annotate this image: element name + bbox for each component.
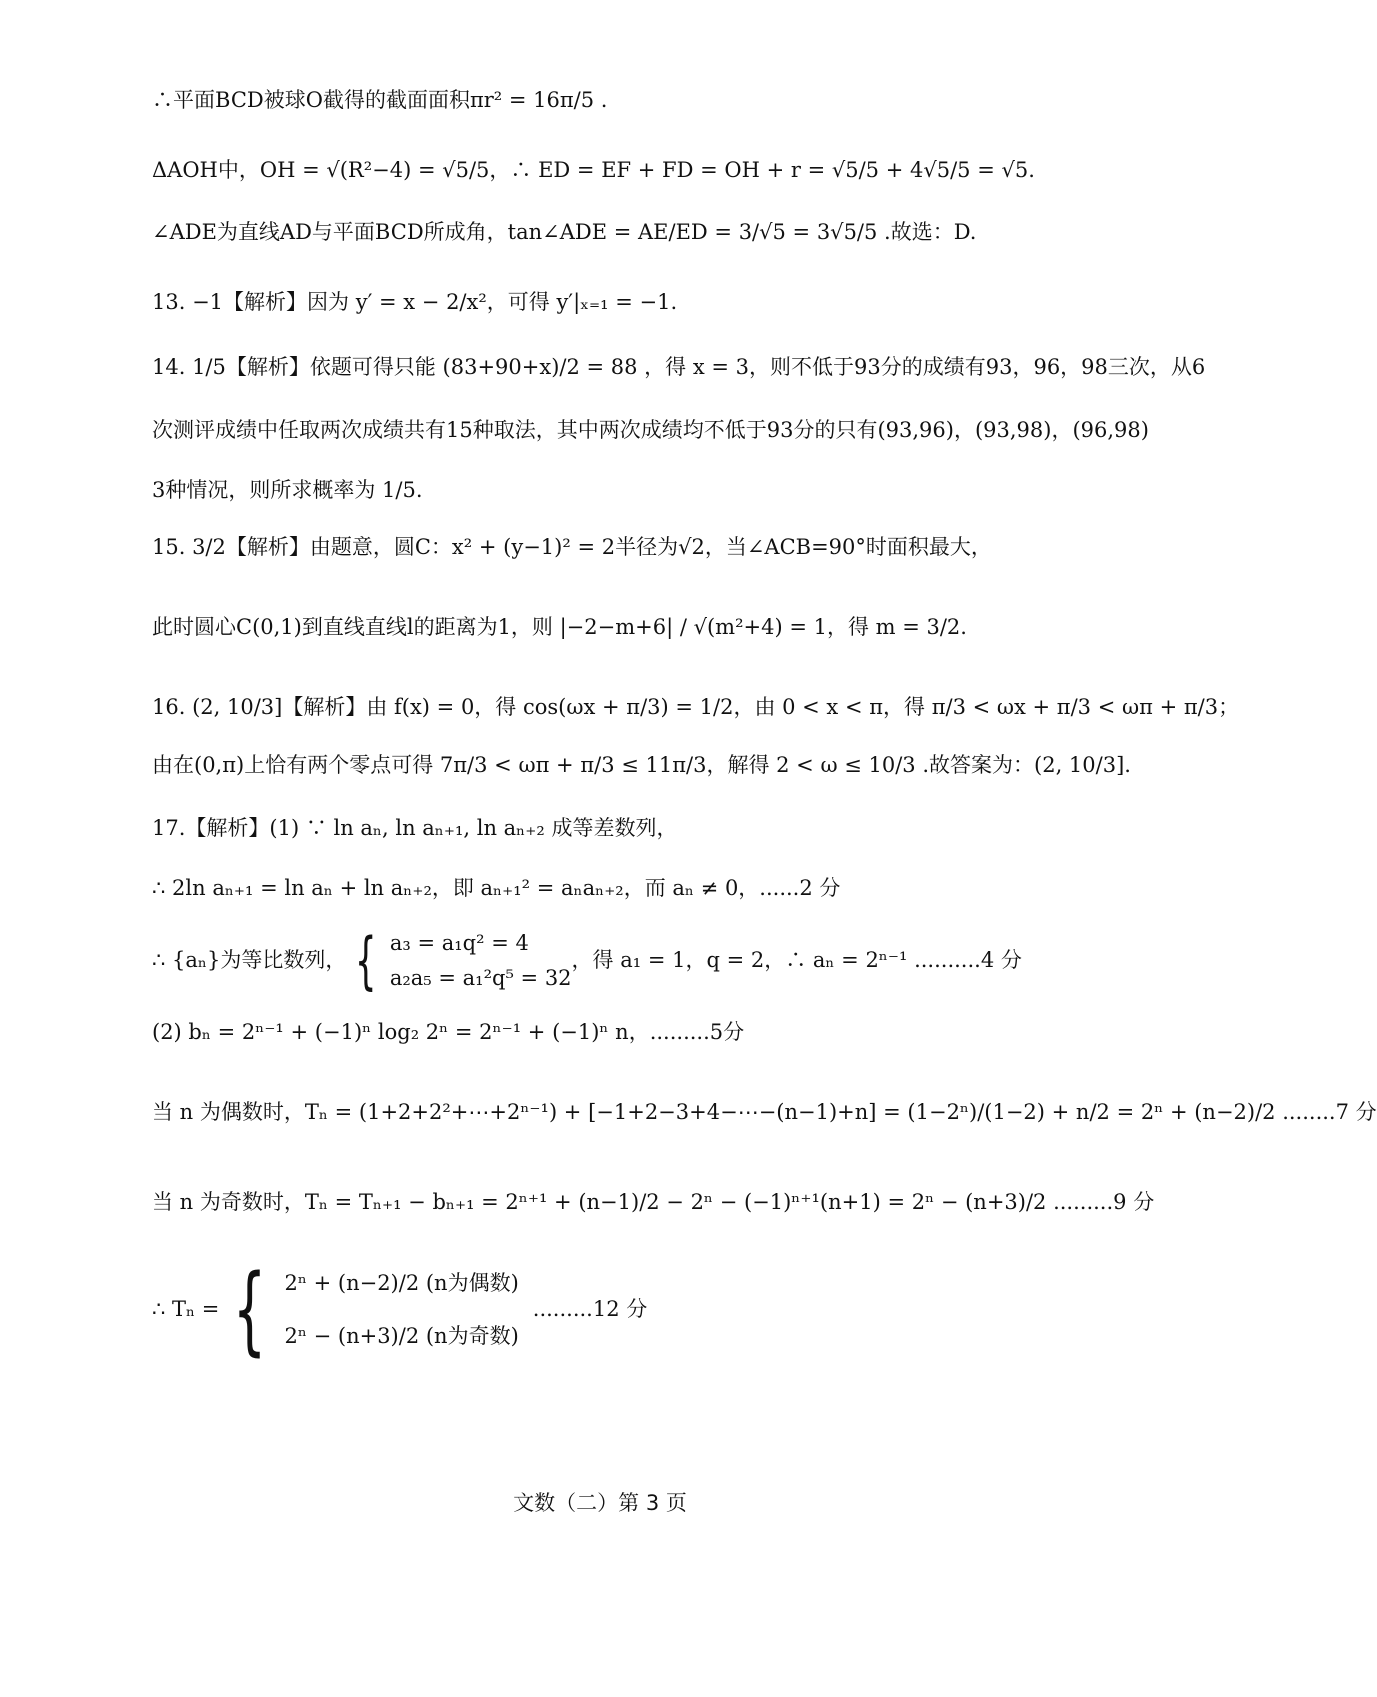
line-tn-piecewise — [152, 1254, 648, 1366]
text: 14. 1/5【解析】依题可得只能 (83+90+x)/2 = 88 ，得 x = 3，则不低于93分的成绩有93，96，98三次，从6 — [152, 355, 1206, 379]
text: 次测评成绩中任取两次成绩共有15种取法，其中两次成绩均不低于93分的只有(93,96)，(93,98)，(96,98) — [152, 418, 1149, 442]
equation-system — [390, 931, 572, 991]
line-angle-ade — [152, 220, 976, 245]
line-question-15-cont — [152, 615, 967, 640]
left-brace: { — [233, 1254, 267, 1366]
case-odd: 2ⁿ − (n+3)/2 (n为奇数) — [284, 1324, 519, 1348]
line-odd-case — [152, 1190, 1154, 1215]
left-brace: { — [355, 924, 377, 997]
text: .........12 分 — [532, 1297, 648, 1322]
line-question-17 — [152, 816, 677, 841]
line-question-16 — [152, 695, 1239, 720]
text: ∴ Tₙ = — [152, 1297, 220, 1322]
line-question-17-system — [152, 924, 1022, 997]
text: 13. −1【解析】因为 y′ = x − 2/x²，可得 y′|ₓ₌₁ = −1. — [152, 290, 678, 314]
piecewise-cases — [284, 1271, 518, 1349]
text: 16. (2, 10/3]【解析】由 f(x) = 0，得 cos(ωx + π/3) = 1/2，由 0 < x < π，得 π/3 < ωx + π/3 < ωπ + π/3； — [152, 695, 1240, 719]
equation: a₂a₅ = a₁²q⁵ = 32 — [389, 966, 572, 990]
line-question-14-cont — [152, 418, 1149, 443]
line-aoh-triangle — [152, 158, 1035, 183]
line-question-15 — [152, 535, 992, 560]
text: ΔAOH中，OH = √(R²−4) = √5/5，∴ ED = EF + FD = OH + r = √5/5 + 4√5/5 = √5. — [152, 158, 1035, 182]
text: ，得 a₁ = 1，q = 2，∴ aₙ = 2ⁿ⁻¹ ..........4 分 — [571, 948, 1022, 973]
line-question-14 — [152, 355, 1205, 380]
line-even-case — [152, 1100, 1377, 1125]
line-sphere-section-area — [152, 88, 607, 113]
text: 当 n 为奇数时，Tₙ = Tₙ₊₁ − bₙ₊₁ = 2ⁿ⁺¹ + (n−1)/2 − 2ⁿ − (−1)ⁿ⁺¹(n+1) = 2ⁿ − (n+3)/2 .........9 分 — [152, 1190, 1155, 1214]
text: 15. 3/2【解析】由题意，圆C：x² + (y−1)² = 2半径为√2，当∠ACB=90°时面积最大， — [152, 535, 992, 559]
text: 17.【解析】(1) ∵ ln aₙ, ln aₙ₊₁, ln aₙ₊₂ 成等差数列， — [152, 816, 678, 840]
text: 由在(0,π)上恰有两个零点可得 7π/3 < ωπ + π/3 ≤ 11π/3，解得 2 < ω ≤ 10/3 .故答案为：(2, 10/3]. — [152, 753, 1131, 777]
equation: a₃ = a₁q² = 4 — [389, 930, 529, 955]
page-footer: 文数（二）第 3 页 — [513, 1491, 687, 1515]
line-question-17-step1 — [152, 876, 840, 901]
line-question-16-cont — [152, 753, 1131, 778]
text: 此时圆心C(0,1)到直线直线l的距离为1，则 |−2−m+6| / √(m²+4) = 1，得 m = 3/2. — [152, 615, 967, 639]
text: ∠ADE为直线AD与平面BCD所成角，tan∠ADE = AE/ED = 3/√5 = 3√5/5 .故选：D. — [152, 220, 977, 244]
text: 当 n 为偶数时，Tₙ = (1+2+2²+⋯+2ⁿ⁻¹) + [−1+2−3+4−⋯−(n−1)+n] = (1−2ⁿ)/(1−2) + n/2 = 2ⁿ + (n−2)/2 ........7 分 — [152, 1100, 1377, 1124]
case-even: 2ⁿ + (n−2)/2 (n为偶数) — [284, 1270, 519, 1295]
text: (2) bₙ = 2ⁿ⁻¹ + (−1)ⁿ log₂ 2ⁿ = 2ⁿ⁻¹ + (−1)ⁿ n，.........5分 — [152, 1020, 745, 1044]
text: 3种情况，则所求概率为 1/5. — [152, 478, 423, 502]
line-question-17-part2 — [152, 1020, 744, 1045]
text: ∴ 2ln aₙ₊₁ = ln aₙ + ln aₙ₊₂，即 aₙ₊₁² = aₙaₙ₊₂，而 aₙ ≠ 0，......2 分 — [152, 876, 841, 900]
text: ∴平面BCD被球O截得的截面面积πr² = 16π/5 . — [152, 88, 608, 112]
line-question-14-result — [152, 478, 423, 503]
text: ∴ {aₙ}为等比数列， — [152, 948, 347, 973]
line-question-13 — [152, 290, 677, 315]
